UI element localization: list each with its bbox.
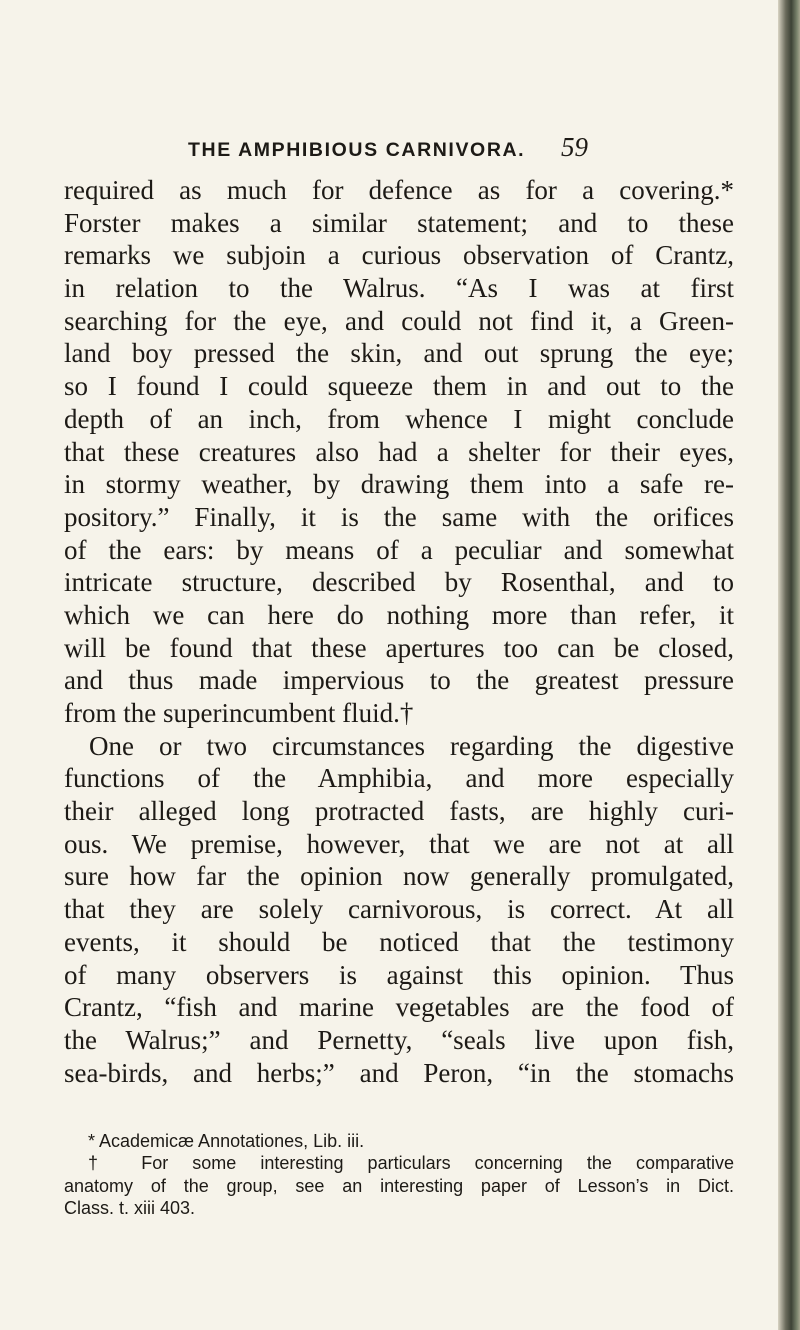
text-line: intricate structure, described by Rosenthal, and to [64, 567, 734, 598]
text-line: functions of the Amphibia, and more especially [64, 763, 734, 794]
text-line: searching for the eye, and could not find it, a Green- [64, 305, 734, 336]
footnote-line: Class. t. xiii 403. [64, 1198, 196, 1219]
text-line: ous. We premise, however, that we are not at all [64, 828, 734, 859]
text-line: events, it should be noticed that the testimony [64, 926, 734, 957]
text-line: depth of an inch, from whence I might conclude [64, 403, 734, 434]
running-head [188, 132, 588, 166]
text-line: in relation to the Walrus. “As I was at first [64, 273, 734, 304]
text-line: the Walrus;” and Pernetty, “seals live upon fish, [64, 1024, 734, 1055]
text-line: pository.” Finally, it is the same with the orifices [64, 501, 734, 532]
text-line: Crantz, “fish and marine vegetables are the food of [64, 992, 734, 1023]
footnotes [64, 1130, 734, 1220]
text-line: in stormy weather, by drawing them into a safe re- [64, 469, 734, 500]
text-line: that these creatures also had a shelter for their eyes, [64, 436, 734, 467]
text-line: their alleged long protracted fasts, are highly curi- [64, 796, 734, 827]
text-line: One or two circumstances regarding the digestive [89, 730, 734, 761]
body-text [64, 174, 734, 1089]
text-line: sure how far the opinion now generally promulgated, [64, 861, 734, 892]
text-line: from the superincumbent fluid.† [64, 698, 414, 728]
running-title: THE AMPHIBIOUS CARNIVORA. [188, 139, 526, 161]
footnote-line: † For some interesting particulars concerning the comparative [88, 1153, 734, 1174]
text-line: that they are solely carnivorous, is correct. At all [64, 894, 734, 925]
text-line: required as much for defence as for a covering.* [64, 175, 734, 205]
page-binding-edge [778, 0, 800, 1330]
text-line: of the ears: by means of a peculiar and somewhat [64, 534, 734, 565]
text-line: so I found I could squeeze them in and out to the [64, 371, 734, 402]
page-number: 59 [561, 132, 588, 162]
text-line: will be found that these apertures too can be closed, [64, 632, 734, 663]
text-line: of many observers is against this opinion. Thus [64, 959, 734, 990]
text-line: land boy pressed the skin, and out sprung the eye; [64, 338, 734, 369]
text-line: remarks we subjoin a curious observation of Crantz, [64, 240, 734, 271]
text-line: which we can here do nothing more than refer, it [64, 599, 734, 630]
text-line: and thus made impervious to the greatest pressure [64, 665, 734, 696]
footnote-line: anatomy of the group, see an interesting paper of Lesson’s in Dict. [64, 1175, 734, 1196]
footnote-line: * Academicæ Annotationes, Lib. iii. [88, 1131, 365, 1151]
text-line: sea-birds, and herbs;” and Peron, “in the stomachs [64, 1057, 734, 1088]
text-line: Forster makes a similar statement; and to these [64, 207, 734, 238]
